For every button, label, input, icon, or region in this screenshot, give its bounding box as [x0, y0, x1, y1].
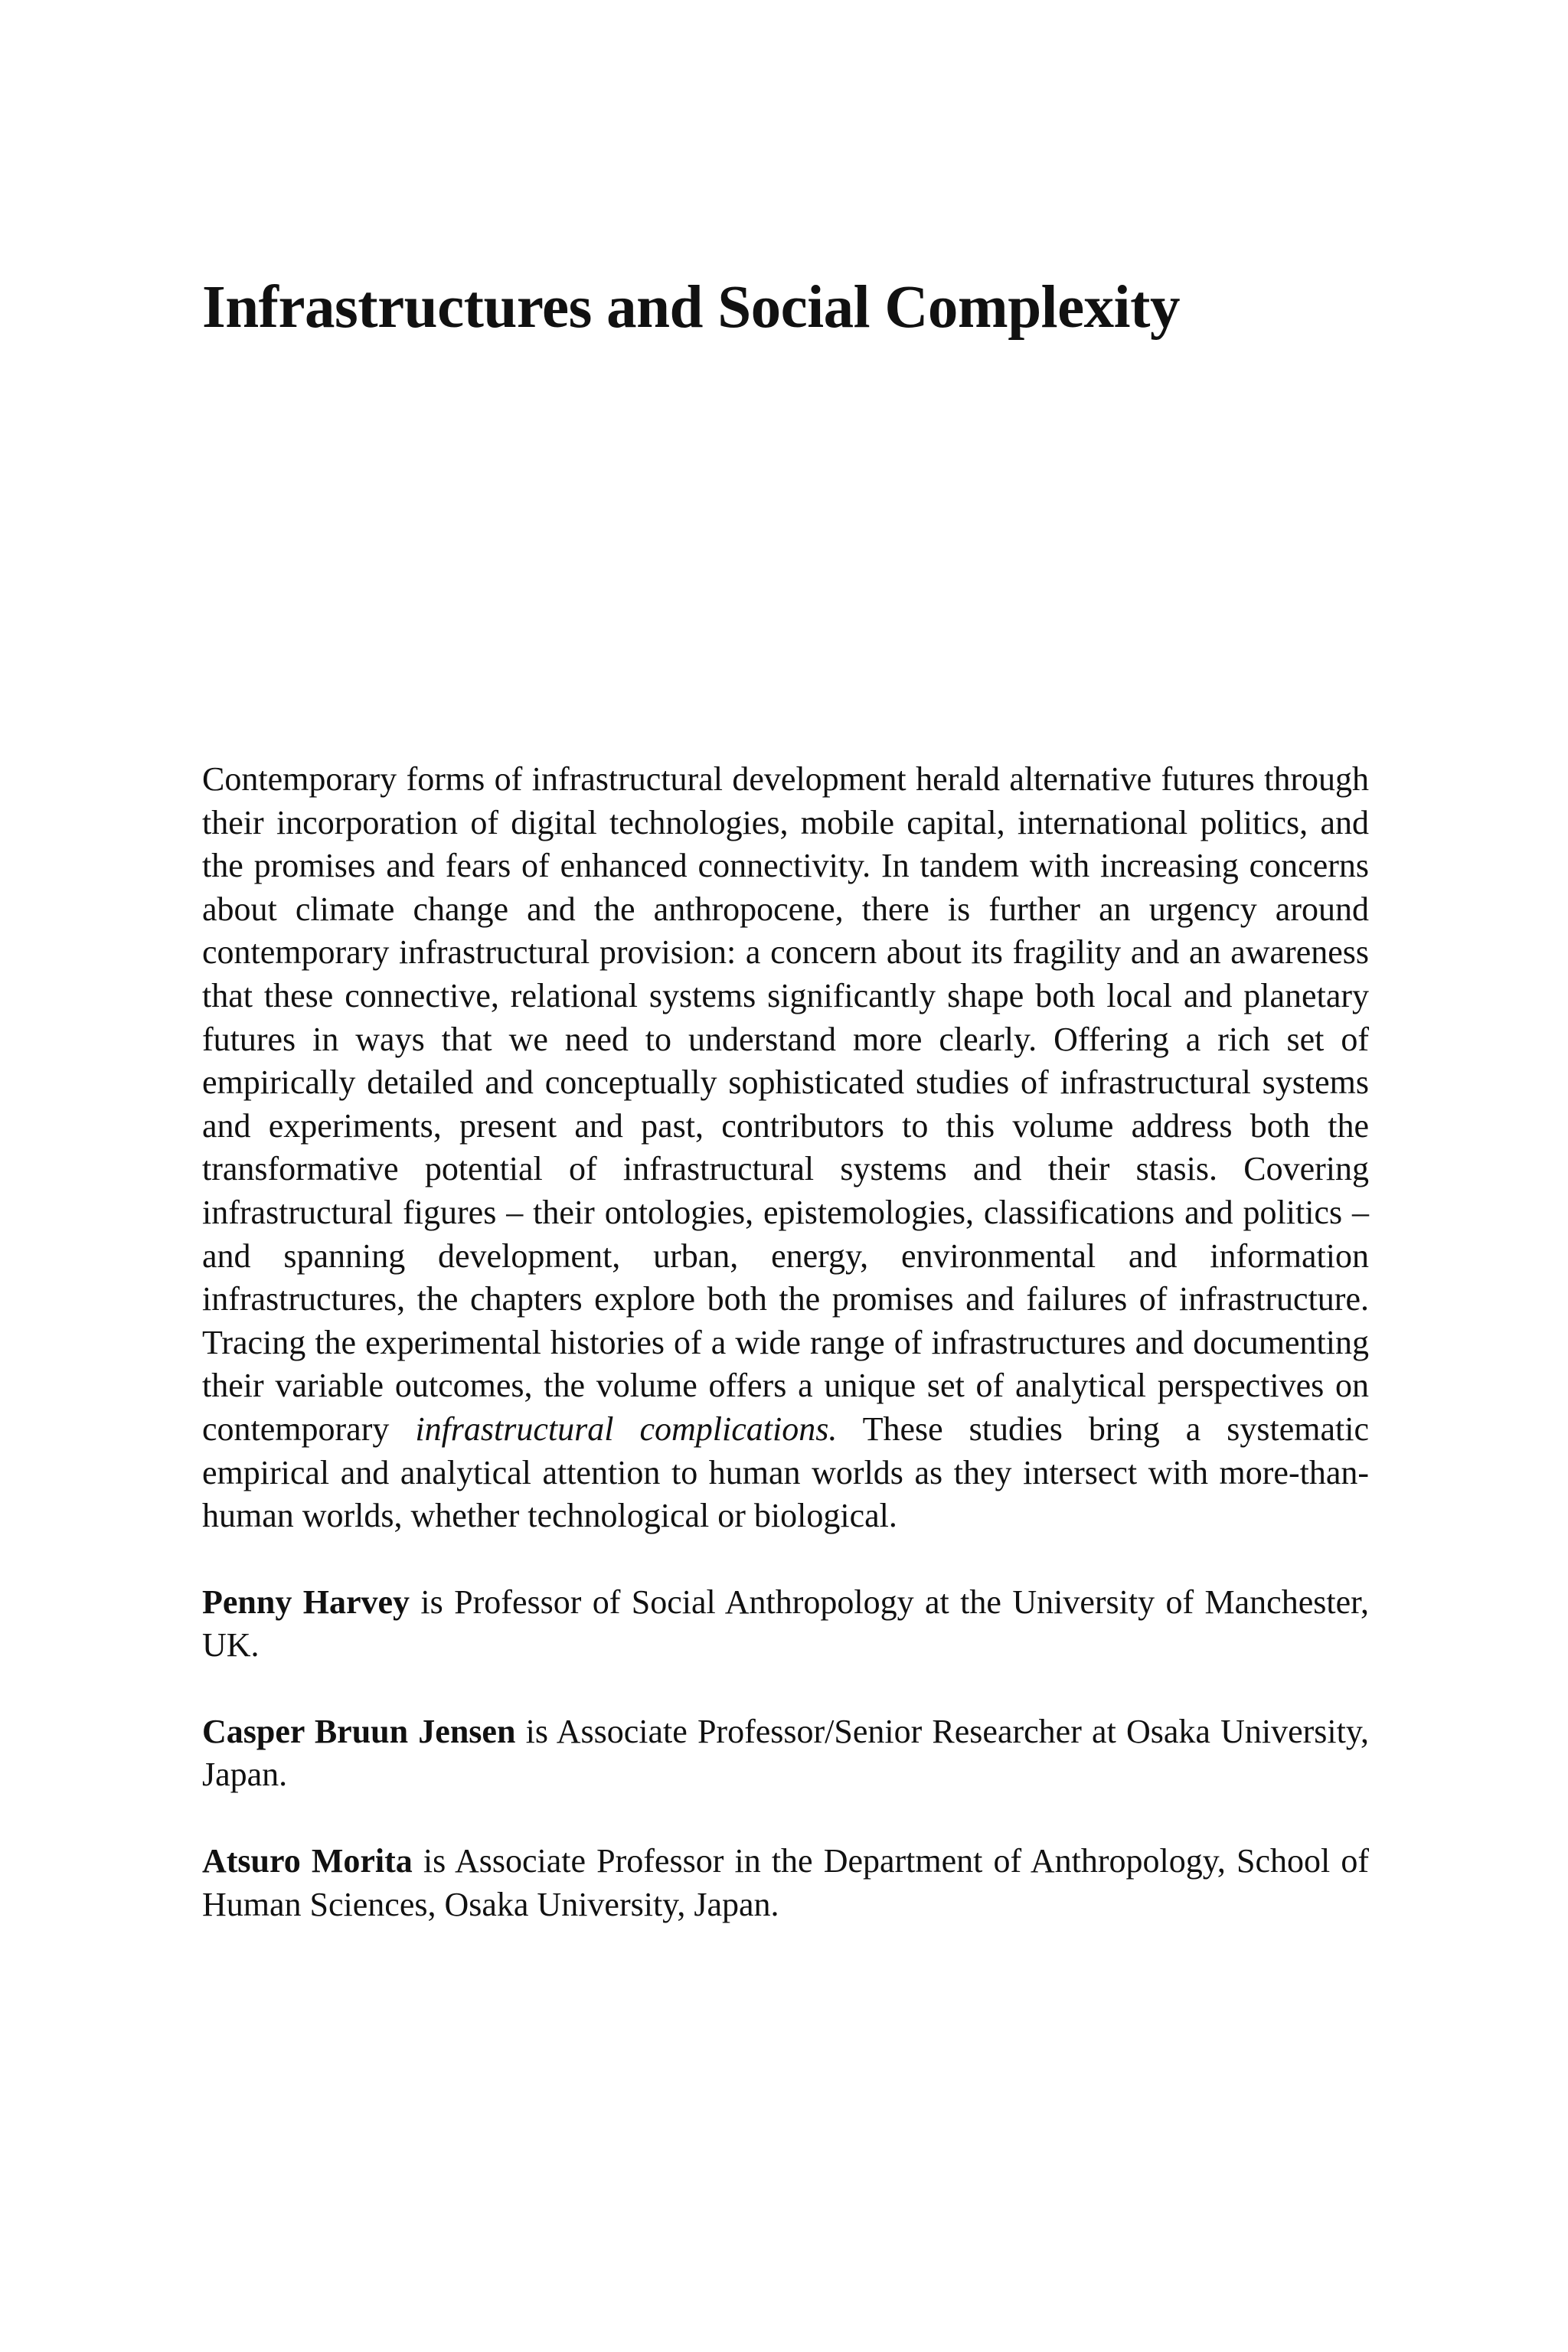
author-bio-text: is Associate Professor/Senior Researcher at Osaka University, Japan. — [202, 1712, 1370, 1794]
author-bio-text: is Professor of Social Anthropology at the University of Manchester, UK. — [202, 1583, 1369, 1664]
content — [202, 758, 1369, 1926]
author-name: Penny Harvey — [202, 1583, 410, 1621]
author-bio — [202, 1840, 1369, 1926]
description-text: Contemporary forms of infrastructural development herald alternative futures through their incorporation of digital technologies, mobile capital, international politics, and the promises and fears of enhanced connectivity. In tandem with increasing concerns about climate change and the anthropocene, there is further an urgency around contemporary infrastructural provision: a concern about its fragility and an awareness that these connective, relational systems significantly shape both local and planetary futures in ways that we need to understand more clearly. Offering a rich set of empirically detailed and conceptually sophisticated studies of infrastructural systems and experiments, present and past, contributors to this volume address both the transformative potential of infrastructural systems and their stasis. Covering infrastructural figures – their ontologies, epistemologies, classifications and politics – and spanning development, urban, energy, environmental and information infrastructures, the chapters explore both the promises and failures of infrastructure. Tracing the experimental histories of a wide range of infrastructures and documenting their variable outcomes, the volume offers a unique set of analytical perspectives on contemporary — [202, 760, 1369, 1448]
description-italic-phrase: infrastructural complications. — [415, 1410, 838, 1448]
author-name: Casper Bruun Jensen — [202, 1712, 516, 1750]
author-bio — [202, 1581, 1369, 1668]
page-title: Infrastructures and Social Complexity — [202, 274, 1180, 341]
description-text-end: These studies bring a systematic empirical and analytical attention to human worlds as they intersect with more-than-human worlds, whether technological or biological. — [202, 1410, 1370, 1535]
author-name: Atsuro Morita — [202, 1842, 413, 1880]
author-bio-text: is Associate Professor in the Department of Anthropology, School of Human Sciences, Osaka University, Japan. — [202, 1842, 1369, 1923]
book-description — [202, 758, 1369, 1538]
author-bio — [202, 1710, 1369, 1797]
